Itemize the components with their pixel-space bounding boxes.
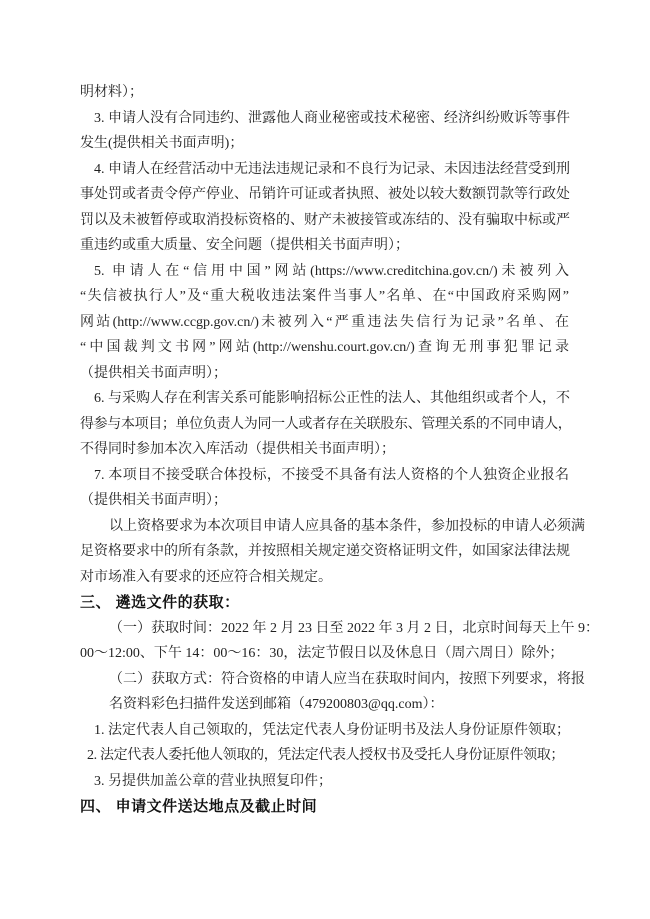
doc-line: 足资格要求中的所有条款，并按照相关规定递交资格证明文件，如国家法律法规 (80, 544, 570, 559)
doc-line: 1. 法定代表人自己领取的，凭法定代表人身份证明书及法人身份证原件领取； (94, 722, 570, 738)
para-item-3 (80, 106, 569, 157)
para-get-method (80, 667, 585, 718)
doc-line: 得参与本项目；单位负责人为同一人或者存在关联股东、管理关系的不同申请人， (80, 416, 572, 432)
doc-line: 不得同时参加本次入库活动（提供相关书面声明）； (80, 442, 395, 457)
doc-line: 对市场准入有要求的还应符合相关规定。 (80, 569, 332, 585)
doc-line: （一）获取时间：2022 年 2 月 23 日至 2022 年 3 月 2 日，北京时间每天上午 9： (109, 620, 599, 636)
para-item-5 (80, 259, 569, 387)
para-continuation (80, 80, 569, 106)
doc-line: 罚以及未被暂停或取消投标资格的、财产未被接管或冻结的、没有骗取中标或严 (80, 212, 570, 228)
para-method-item-2 (80, 743, 569, 769)
para-method-item-1 (80, 718, 569, 744)
doc-line: 名资料彩色扫描件发送到邮箱（479200803@qq.com）： (109, 697, 444, 712)
section-heading: 四、 申请文件送达地点及截止时间 (80, 798, 318, 815)
doc-line: 4. 申请人在经营活动中无违法违规记录和不良行为记录、未因违法经营受到刑 (94, 161, 570, 177)
doc-line: 7. 本项目不接受联合体投标，不接受不具备有法人资格的个人独资企业报名 (94, 467, 569, 483)
doc-line: 2. 法定代表人委托他人领取的，凭法定代表人授权书及受托人身份证原件领取； (87, 748, 565, 763)
doc-line: “失信被执行人”及“重大税收违法案件当事人”名单、在“中国政府采购网” (80, 289, 569, 304)
doc-line: （二）获取方式：符合资格的申请人应当在获取时间内，按照下列要求，将报 (109, 671, 585, 687)
section-heading: 三、 遴选文件的获取： (80, 594, 240, 611)
doc-line: 事处罚或者责令停产停业、吊销许可证或者执照、被处以较大数额罚款等行政处 (80, 187, 570, 202)
doc-line: 发生(提供相关书面声明)； (80, 136, 244, 151)
doc-line: 明材料）； (80, 85, 143, 100)
doc-line: 00～12:00、下午 14：00～16：30，法定节假日以及休息日（周六周日）除外； (80, 646, 564, 661)
doc-line: “中国裁判文书网”网站(http://wenshu.court.gov.cn/)查询无刑事犯罪记录 (80, 340, 569, 355)
doc-line: 5. 申请人在“信用中国”网站(https://www.creditchina.gov.cn/)未被列入 (94, 263, 569, 279)
para-method-item-3 (80, 769, 569, 795)
doc-line: 以上资格要求为本次项目申请人应具备的基本条件，参加投标的申请人必须满 (109, 518, 585, 534)
heading-section-3 (80, 590, 569, 616)
para-item-7 (80, 463, 569, 514)
para-get-time (80, 616, 599, 667)
doc-line: 重违约或重大质量、安全问题（提供相关书面声明）； (80, 238, 409, 253)
doc-line: （提供相关书面声明）； (80, 365, 227, 381)
para-item-4 (80, 157, 569, 259)
doc-line: （提供相关书面声明）； (80, 493, 227, 508)
heading-section-4 (80, 794, 569, 820)
para-summary (80, 514, 585, 591)
document-content (80, 80, 599, 820)
doc-line: 3. 另提供加盖公章的营业执照复印件； (94, 773, 332, 789)
doc-line: 3. 申请人没有合同违约、泄露他人商业秘密或技术秘密、经济纠纷败诉等事件 (94, 110, 570, 126)
doc-line: 6. 与采购人存在利害关系可能影响招标公正性的法人、其他组织或者个人，不 (94, 391, 570, 406)
doc-line: 网站(http://www.ccgp.gov.cn/)未被列入“严重违法失信行为记录”名单、在 (80, 314, 569, 330)
para-item-6 (80, 386, 572, 463)
